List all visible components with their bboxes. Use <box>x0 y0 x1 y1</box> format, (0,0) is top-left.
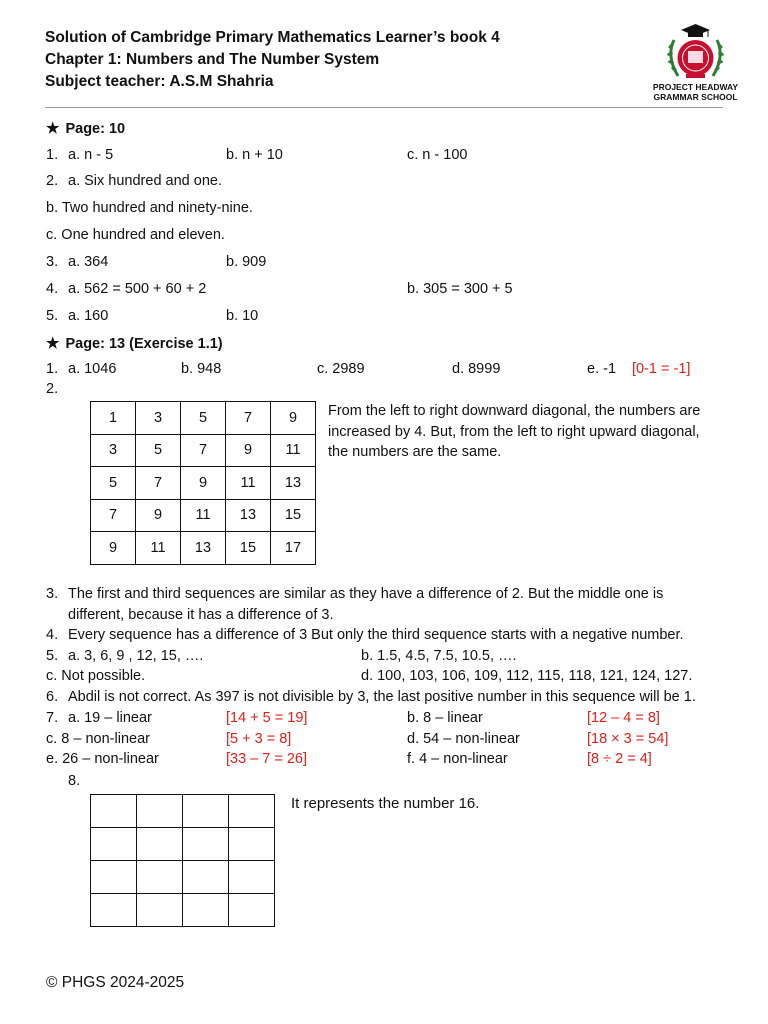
grid-cell: 11 <box>271 434 316 467</box>
page10-heading <box>46 119 125 137</box>
p13-q7-c-note: [5 + 3 = 8] <box>226 731 292 747</box>
p10-q4-b: b. 305 = 300 + 5 <box>407 281 513 297</box>
p13-q1-num: 1. <box>46 361 59 377</box>
p13-q8-text: It represents the number 16. <box>291 795 480 812</box>
p13-q3-line1: The first and third sequences are similar as they have a difference of 2. But the middle one is <box>68 586 664 602</box>
p13-q1-e-note: [0-1 = -1] <box>632 361 691 377</box>
p13-q5-d: d. 100, 103, 106, 109, 112, 115, 118, 121, 124, 127. <box>361 668 693 684</box>
p13-q7-f-note: [8 ÷ 2 = 4] <box>587 751 652 767</box>
page10-heading-label: Page: 10 <box>65 121 126 137</box>
empty-grid <box>90 794 275 927</box>
footer-copyright: © PHGS 2024-2025 <box>46 974 185 991</box>
p10-q1-a: a. n - 5 <box>68 147 114 163</box>
grid-cell: 7 <box>226 402 271 435</box>
grid-cell: 17 <box>271 532 316 565</box>
q2-note <box>328 401 700 463</box>
p10-q5-a: a. 160 <box>68 308 109 324</box>
p10-q1-b: b. n + 10 <box>226 147 283 163</box>
grid-cell: 5 <box>136 434 181 467</box>
page13-heading-label: Page: 13 (Exercise 1.1) <box>65 336 223 352</box>
chapter-title: Chapter 1: Numbers and The Number System <box>45 51 380 68</box>
grid-cell: 3 <box>91 434 136 467</box>
star-icon: ★ <box>46 120 60 137</box>
doc-title: Solution of Cambridge Primary Mathematics Learner’s book 4 <box>45 29 500 46</box>
p10-q4-num: 4. <box>46 281 59 297</box>
p10-q3-a: a. 364 <box>68 254 109 270</box>
grid-cell: 7 <box>91 499 136 532</box>
p13-q5-c: c. Not possible. <box>46 668 146 684</box>
grid-cell: 3 <box>136 402 181 435</box>
p13-q4-num: 4. <box>46 627 59 643</box>
grid-cell: 9 <box>91 532 136 565</box>
p13-q7-a-note: [14 + 5 = 19] <box>226 710 308 726</box>
p13-q1-d: d. 8999 <box>452 361 501 377</box>
p10-q1-c: c. n - 100 <box>407 147 468 163</box>
grid-cell: 9 <box>271 402 316 435</box>
p13-q3-num: 3. <box>46 586 59 602</box>
logo-line-1: PROJECT HEADWAY <box>652 82 739 92</box>
p13-q4-text: Every sequence has a difference of 3 But only the third sequence starts with a negative number. <box>68 627 684 643</box>
grid-cell: 7 <box>181 434 226 467</box>
grid-cell: 11 <box>226 467 271 500</box>
logo-line-2: GRAMMAR SCHOOL <box>653 92 738 102</box>
p13-q7-f: f. 4 – non-linear <box>407 751 508 767</box>
grid-cell: 13 <box>181 532 226 565</box>
p13-q5-b: b. 1.5, 4.5, 7.5, 10.5, …. <box>361 648 517 664</box>
p10-q2-num: 2. <box>46 173 59 189</box>
p13-q7-b: b. 8 – linear <box>407 710 483 726</box>
grid-cell: 15 <box>226 532 271 565</box>
grid-cell: 7 <box>136 467 181 500</box>
q2-note-line: the numbers are the same. <box>328 444 502 460</box>
header-divider <box>45 107 723 108</box>
p10-q4-a: a. 562 = 500 + 60 + 2 <box>68 281 207 297</box>
grid-row <box>91 532 316 565</box>
p10-q2-b: b. Two hundred and ninety-nine. <box>46 200 253 216</box>
p10-q2-a: a. Six hundred and one. <box>68 173 222 189</box>
grid-cell: 11 <box>136 532 181 565</box>
grid-row <box>91 499 316 532</box>
p10-q3-num: 3. <box>46 254 59 270</box>
p10-q5-b: b. 10 <box>226 308 259 324</box>
p13-q7-a: a. 19 – linear <box>68 710 152 726</box>
p10-q2-c: c. One hundred and eleven. <box>46 227 225 243</box>
grid-cell: 13 <box>271 467 316 500</box>
grid-cell: 11 <box>181 499 226 532</box>
grid-cell: 9 <box>181 467 226 500</box>
grid-cell: 5 <box>181 402 226 435</box>
p13-q6-text: Abdil is not correct. As 397 is not divisible by 3, the last positive number in this sequence will be 1. <box>68 689 696 705</box>
q2-note-line: increased by 4. But, from the left to right upward diagonal, <box>328 423 700 440</box>
p10-q1-num: 1. <box>46 147 59 163</box>
grid-row <box>91 402 316 435</box>
grid-row <box>91 467 316 500</box>
p13-q8-num: 8. <box>68 773 81 789</box>
p13-q7-b-note: [12 – 4 = 8] <box>587 710 660 726</box>
grid-row <box>91 434 316 467</box>
p13-q1-e: e. -1 <box>587 361 617 377</box>
p13-q5-num: 5. <box>46 648 59 664</box>
grid-cell: 9 <box>136 499 181 532</box>
p13-q5-a: a. 3, 6, 9 , 12, 15, …. <box>68 648 204 664</box>
p13-q1-c: c. 2989 <box>317 361 365 377</box>
p10-q3-b: b. 909 <box>226 254 267 270</box>
p13-q7-num: 7. <box>46 710 59 726</box>
p13-q6-num: 6. <box>46 689 59 705</box>
p13-q1-a: a. 1046 <box>68 361 117 377</box>
p13-q1-b: b. 948 <box>181 361 222 377</box>
q2-note-line: From the left to right downward diagonal, the numbers are <box>328 403 701 419</box>
grid-cell: 13 <box>226 499 271 532</box>
grid-cell: 9 <box>226 434 271 467</box>
p13-q7-c: c. 8 – non-linear <box>46 731 150 747</box>
teacher-line: Subject teacher: A.S.M Shahria <box>45 73 274 90</box>
p13-q2-num: 2. <box>46 381 59 397</box>
school-seal-icon <box>648 22 743 84</box>
grid-cell: 1 <box>91 402 136 435</box>
school-logo <box>648 22 743 102</box>
grid-cell: 15 <box>271 499 316 532</box>
grid-cell: 5 <box>91 467 136 500</box>
p13-q3-line2: different, because it has a difference of 3. <box>68 607 334 623</box>
p13-q7-d-note: [18 × 3 = 54] <box>587 731 669 747</box>
page13-heading <box>46 334 223 352</box>
p13-q7-e: e. 26 – non-linear <box>46 751 159 767</box>
p13-q7-d: d. 54 – non-linear <box>407 731 520 747</box>
sequence-grid <box>90 401 316 565</box>
p13-q7-e-note: [33 – 7 = 26] <box>226 751 308 767</box>
p10-q5-num: 5. <box>46 308 59 324</box>
star-icon: ★ <box>46 335 60 352</box>
